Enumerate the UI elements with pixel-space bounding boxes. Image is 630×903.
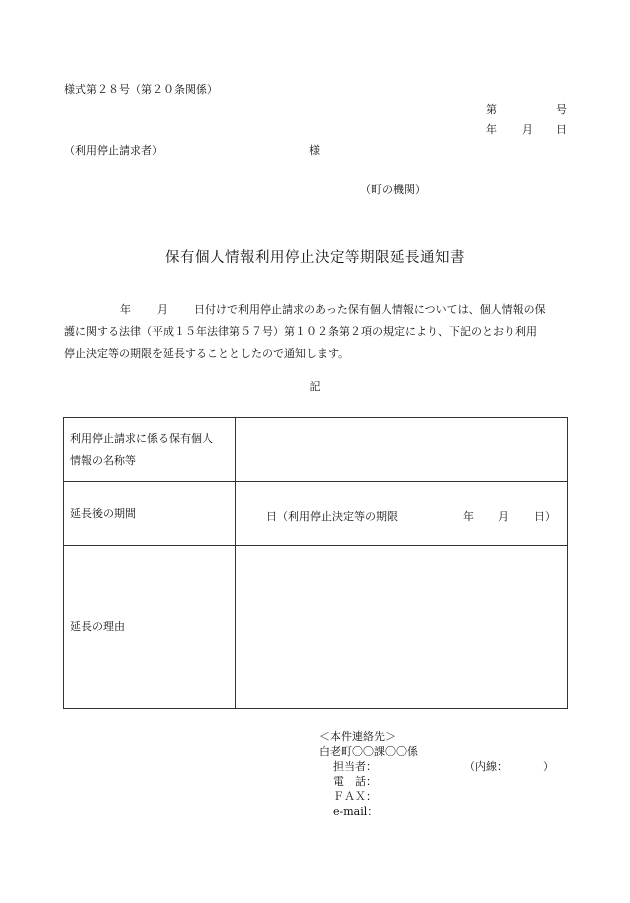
ki-heading: 記 <box>309 380 321 393</box>
info-name-label-line-2: 情報の名称等 <box>70 453 136 467</box>
extended-period-month: 月 <box>498 510 509 523</box>
document-number-prefix: 第 <box>486 103 497 116</box>
details-table <box>63 417 568 709</box>
reason-value <box>236 546 568 709</box>
extended-period-label: 延長後の期間 <box>64 482 236 546</box>
contact-heading: ＜本件連絡先＞ <box>319 730 396 743</box>
organization-label: （町の機関） <box>360 183 426 196</box>
issue-date-year: 年 <box>486 123 497 136</box>
notice-body <box>64 299 568 365</box>
info-name-label-line-1: 利用停止請求に係る保有個人 <box>70 431 213 445</box>
contact-person-row <box>319 759 554 774</box>
body-month: 月 <box>157 303 168 316</box>
document-title: 保有個人情報利用停止決定等期限延長通知書 <box>165 250 465 266</box>
table-row-reason <box>64 546 568 709</box>
contact-person-label: 担当者： <box>333 760 377 773</box>
body-line-1 <box>64 299 568 321</box>
contact-department: 白老町〇〇課〇〇係 <box>319 745 418 758</box>
body-line-2: 護に関する法律（平成１５年法律第５７号）第１０２条第２項の規定により、下記のとおり利用 <box>64 325 537 338</box>
contact-fax-label: ＦＡＸ： <box>333 790 377 803</box>
reason-label: 延長の理由 <box>64 546 236 709</box>
contact-block <box>319 729 554 819</box>
contact-phone-label: 電 話： <box>333 775 377 788</box>
honorific-sama: 様 <box>309 144 320 157</box>
form-number-label: 様式第２８号（第２０条関係） <box>64 83 218 96</box>
table-row-info-name <box>64 418 568 482</box>
extended-period-year: 年 <box>463 510 474 523</box>
issue-date-month: 月 <box>522 123 533 136</box>
body-year: 年 <box>120 303 131 316</box>
body-line-3: 停止決定等の期限を延長することとしたので通知します。 <box>64 347 350 360</box>
extended-period-prefix: 日（利用停止決定等の期限 <box>266 510 398 523</box>
issue-date-day: 日 <box>556 123 567 136</box>
contact-email-label: e-mail： <box>333 805 379 818</box>
document-number-suffix: 号 <box>556 103 567 116</box>
extended-period-day: 日） <box>534 510 556 523</box>
info-name-label <box>64 418 236 482</box>
contact-extension-close: ） <box>543 760 554 773</box>
requester-label: （利用停止請求者） <box>64 144 163 157</box>
info-name-value <box>236 418 568 482</box>
table-row-extended-period <box>64 482 568 546</box>
extended-period-value <box>236 482 568 546</box>
contact-extension-label: （内線： <box>464 760 508 773</box>
body-line-1-rest: 日付けで利用停止請求のあった保有個人情報については、個人情報の保 <box>194 303 546 316</box>
